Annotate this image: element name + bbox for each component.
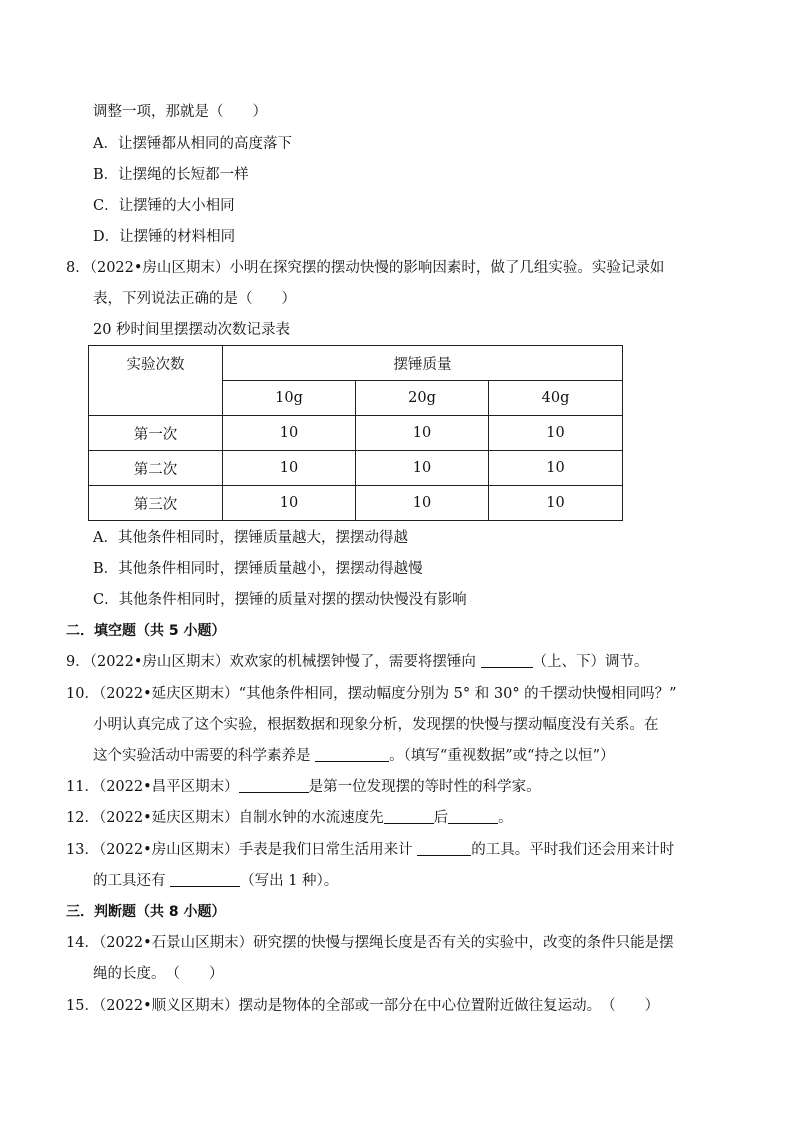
q13-text-d: （写出 1 种）。 — [240, 873, 339, 889]
table-cell: 10 — [223, 486, 356, 521]
q12-answer-blank-2[interactable] — [448, 809, 498, 824]
table-cell: 10 — [489, 416, 623, 451]
q8-option-b: B．其他条件相同时，摆锤质量越小，摆摆动得越慢 — [93, 561, 423, 577]
q12-text-c: 。 — [498, 810, 513, 826]
q15-line1: 15．（2022•顺义区期末）摆动是物体的全部或一部分在中心位置附近做往复运动。 （ ） — [66, 998, 660, 1014]
q10-line1: 10．（2022•延庆区期末）“其他条件相同，摆动幅度分别为 5° 和 30° 的千摆动快慢相同吗？” — [66, 686, 677, 702]
q10-text-a: 这个实验活动中需要的科学素养是 — [93, 748, 316, 764]
q7-option-b: B．让摆绳的长短都一样 — [93, 167, 249, 183]
q10-line3 — [93, 746, 615, 766]
q11-text-a: 11．（2022•昌平区期末） — [66, 779, 239, 795]
q13-text-b: 的工具。平时我们还会用来计时 — [471, 842, 675, 858]
table-cell: 10 — [489, 486, 623, 521]
q11-text-b: 是第一位发现摆的等时性的科学家。 — [308, 779, 541, 795]
table-row — [89, 451, 623, 486]
q8-option-c: C．其他条件相同时，摆锤的质量对摆的摆动快慢没有影响 — [93, 592, 467, 608]
q9 — [66, 652, 649, 672]
table-cell: 10 — [223, 416, 356, 451]
table-row — [89, 486, 623, 521]
q9-answer-blank[interactable] — [481, 653, 533, 668]
table-header-trial: 实验次数 — [89, 346, 223, 416]
table-subheader: 40g — [489, 381, 623, 416]
q9-text-a: 9．（2022•房山区期末）欢欢家的机械摆钟慢了，需要将摆锤向 — [66, 654, 481, 670]
section-fill-in-heading: 二．填空题（共 5 小题） — [66, 623, 226, 639]
table-cell: 10 — [489, 451, 623, 486]
q12-text-a: 12．（2022•延庆区期末）自制水钟的水流速度先 — [66, 810, 384, 826]
q8-table-title: 20 秒时间里摆摆动次数记录表 — [93, 322, 291, 338]
table-row-label: 第一次 — [89, 416, 223, 451]
q11 — [66, 777, 541, 797]
q14-line1: 14．（2022•石景山区期末）研究摆的快慢与摆绳长度是否有关的实验中，改变的条件只能是摆 — [66, 935, 674, 951]
section-judgement-heading: 三．判断题（共 8 小题） — [66, 904, 226, 920]
table-row — [89, 416, 623, 451]
q14-line2: 绳的长度。 （ ） — [93, 966, 224, 982]
q12 — [66, 808, 513, 828]
q10-answer-blank[interactable] — [315, 747, 389, 762]
q10-line2: 小明认真完成了这个实验，根据数据和现象分析，发现摆的快慢与摆动幅度没有关系。在 — [93, 717, 659, 733]
q9-text-b: （上、下）调节。 — [532, 654, 649, 670]
table-cell: 10 — [356, 451, 489, 486]
q7-option-a: A．让摆锤都从相同的高度落下 — [93, 136, 292, 152]
q7-option-c: C．让摆锤的大小相同 — [93, 198, 235, 214]
q11-answer-blank[interactable] — [239, 778, 309, 793]
q13-line1 — [66, 840, 674, 860]
q8-option-a: A．其他条件相同时，摆锤质量越大，摆摆动得越 — [93, 530, 408, 546]
record-table — [88, 345, 623, 521]
q12-text-b: 后 — [433, 810, 449, 826]
q8-line1: 8．（2022•房山区期末）小明在探究摆的摆动快慢的影响因素时，做了几组实验。实验记录如 — [66, 260, 665, 276]
q13-answer-blank-1[interactable] — [417, 841, 471, 856]
q7-option-d: D．让摆锤的材料相同 — [93, 229, 236, 245]
q7-continuation: 调整一项，那就是（ ） — [93, 104, 267, 120]
table-cell: 10 — [223, 451, 356, 486]
q13-text-c: 的工具还有 — [93, 873, 171, 889]
table-subheader: 10g — [223, 381, 356, 416]
table-header-mass: 摆锤质量 — [223, 346, 623, 381]
q12-answer-blank-1[interactable] — [384, 809, 434, 824]
q13-answer-blank-2[interactable] — [170, 872, 240, 887]
q8-line2: 表，下列说法正确的是（ ） — [93, 291, 296, 307]
table-cell: 10 — [356, 416, 489, 451]
table-row-label: 第三次 — [89, 486, 223, 521]
q10-text-b: 。（填写“重视数据”或“持之以恒”） — [389, 748, 615, 764]
table-subheader: 20g — [356, 381, 489, 416]
table-cell: 10 — [356, 486, 489, 521]
q13-text-a: 13．（2022•房山区期末）手表是我们日常生活用来计 — [66, 842, 418, 858]
table-row-label: 第二次 — [89, 451, 223, 486]
q13-line2 — [93, 871, 338, 891]
